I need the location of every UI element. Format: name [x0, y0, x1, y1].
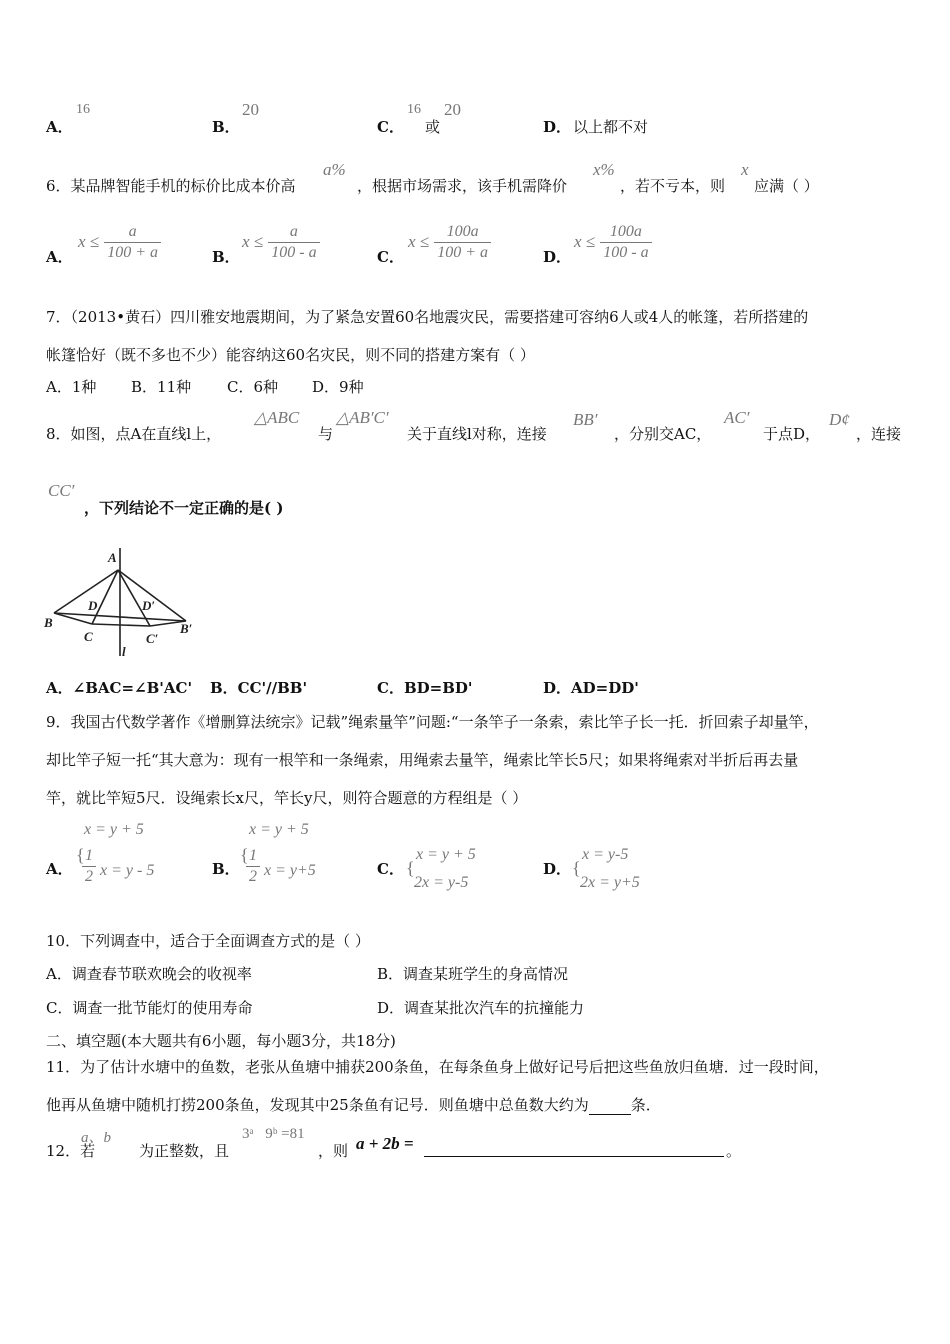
q9-stem-line2: 却比竿子短一托“其大意为：现有一根竿和一条绳索，用绳索去量竿，绳索比竿长5尺；如果将绳索对半折后再去量: [46, 751, 799, 769]
q10-option-c: C．调查一批节能灯的使用寿命: [46, 999, 253, 1017]
q5-option-a-value: 16: [76, 102, 90, 117]
q5-option-a-label: A．: [46, 118, 73, 136]
q9-stem-line3: 竿，就比竿短5尺．设绳索长x尺，竿长y尺，则符合题意的方程组是（ ）: [46, 789, 528, 807]
q9-option-b-label: B．: [212, 860, 240, 878]
q7-option-a: A．1种: [46, 378, 97, 396]
q7-stem-line2: 帐篷恰好（既不多也不少）能容纳这60名灾民，则不同的搭建方案有（ ）: [46, 346, 535, 364]
section-heading-fill-blank: 二、填空题(本大题共有6小题，每小题3分，共18分): [46, 1032, 396, 1050]
q9-option-d-label: D．: [543, 860, 572, 878]
q11-stem-line1: 11．为了估计水塘中的鱼数，老张从鱼塘中捕获200条鱼，在每条鱼身上做好记号后把这些鱼放归鱼塘．过一段时间，: [46, 1058, 829, 1076]
q8-option-c: C．BD=BD': [377, 679, 473, 697]
segment-cc-prime: [92, 624, 150, 626]
q9-option-b-half: $\frac{1}{2}$: [246, 846, 260, 887]
q11-answer-blank[interactable]: [589, 1114, 631, 1115]
q5-option-b-value: 20: [242, 100, 259, 119]
q8-stem-p6: ，连接: [856, 425, 902, 443]
q7-option-d: D．9种: [312, 378, 364, 396]
q12-math-a-b: a、b: [81, 1130, 112, 1146]
q9-option-c-eq2: 2x = y-5: [414, 874, 469, 891]
q9-option-d-eq2: 2x = y+5: [580, 874, 640, 891]
figure-label-l: l: [122, 644, 126, 659]
figure-label-d-prime: D′: [142, 598, 156, 613]
q8-math-ac-prime: AC′: [724, 408, 750, 427]
q8-stem-p3: 关于直线l对称，连接: [407, 425, 547, 443]
q8-math-bb-prime: BB′: [573, 410, 598, 429]
q7-stem-line1: 7．（2013•黄石）四川雅安地震期间，为了紧急安置60名地震灾民，需要搭建可容纳6人或4人的帐篷，若所搭建的: [46, 308, 809, 326]
q12-stem-end: 。: [726, 1142, 742, 1160]
q5-option-c-value-b: 20: [444, 100, 461, 119]
q9-option-c-brace: {: [406, 858, 415, 878]
q12-stem-p3: ，则: [318, 1142, 349, 1160]
q6-option-d-label: D．: [543, 248, 572, 266]
q8-option-d: D．AD=DD': [543, 679, 639, 697]
q12-answer-blank[interactable]: [424, 1140, 724, 1157]
q9-option-c-label: C．: [377, 860, 404, 878]
q6-stem-suffix2: 应满（ ）: [754, 177, 819, 195]
q9-option-c-eq1: x = y + 5: [416, 846, 476, 863]
q8-math-cc-prime: CC′: [48, 481, 75, 500]
q9-option-d-brace: {: [572, 858, 581, 878]
q11-stem-line2: 他再从鱼塘中随机打捞200条鱼，发现其中25条鱼有记号．则鱼塘中总鱼数大约为 条．: [46, 1096, 661, 1114]
q10-option-d: D．调查某批次汽车的抗撞能力: [377, 999, 585, 1017]
q9-option-b-eq1: x = y + 5: [249, 821, 309, 838]
q9-option-a-eq2: x = y - 5: [100, 862, 155, 879]
q12-stem-p2: 为正整数，且: [139, 1142, 230, 1160]
q8-stem-p4: ，分别交AC，: [614, 425, 712, 443]
q6-math-x: x: [741, 160, 749, 179]
q9-option-b-brace: {: [240, 845, 249, 865]
q9-option-a-half: $\frac{1}{2}$: [82, 846, 96, 887]
q5-option-b-label: B．: [212, 118, 240, 136]
q12-math-expression: a + 2b =: [356, 1134, 414, 1153]
q6-option-b-lhs: x ≤: [242, 232, 264, 251]
q6-option-c-lhs: x ≤: [408, 232, 430, 251]
q10-option-b: B．调查某班学生的身高情况: [377, 965, 569, 983]
figure-label-d: D: [88, 598, 98, 613]
q6-option-a-label: A．: [46, 248, 73, 266]
q6-option-b-fraction: $\frac{a}{100 - a}$: [268, 222, 319, 263]
figure-label-c: C: [84, 629, 93, 644]
q8-stem-p1: 8．如图，点A在直线l上，: [46, 425, 222, 443]
q12-stem-p1: 12．若: [46, 1142, 96, 1160]
q12-math-condition: 3ᵃ⃞9ᵇ =81: [242, 1126, 305, 1142]
q6-stem-middle: ，根据市场需求，该手机需降价: [357, 177, 568, 195]
q9-option-b-eq2: x = y+5: [264, 862, 316, 879]
q8-option-b: B．CC'//BB': [210, 679, 308, 697]
q6-math-a-percent: a%: [323, 160, 346, 179]
q8-math-d-prime: D¢: [829, 410, 850, 429]
q8-option-a: A．∠BAC=∠B'AC': [46, 679, 193, 697]
figure-label-b: B: [44, 615, 53, 630]
q5-option-c-value-a: 16: [407, 102, 421, 117]
q8-stem-p5: 于点D，: [763, 425, 821, 443]
figure-label-c-prime: C′: [146, 631, 159, 646]
q6-option-d-fraction: $\frac{100a}{100 - a}$: [600, 222, 651, 263]
q7-option-b: B．11种: [131, 378, 192, 396]
q6-option-c-fraction: $\frac{100a}{100 + a}$: [434, 222, 491, 263]
q6-stem-suffix1: ，若不亏本，则: [620, 177, 726, 195]
q9-option-a-eq1: x = y + 5: [84, 821, 144, 838]
q6-math-x-percent: x%: [593, 160, 615, 179]
q7-option-c: C．6种: [227, 378, 279, 396]
q6-option-d-lhs: x ≤: [574, 232, 596, 251]
q8-stem-p7: ，下列结论不一定正确的是( ): [84, 499, 284, 517]
segment-ab-prime: [118, 570, 186, 621]
q5-option-c-label: C．: [377, 118, 404, 136]
q10-option-a: A．调查春节联欢晚会的收视率: [46, 965, 252, 983]
q8-math-triangle-abc-prime: △AB′C′: [336, 408, 389, 427]
q8-stem-p2: 与: [318, 425, 334, 443]
figure-label-b-prime: B′: [180, 621, 193, 636]
q6-stem-prefix: 6．某品牌智能手机的标价比成本价高: [46, 177, 296, 195]
q6-option-a-lhs: x ≤: [78, 232, 100, 251]
q5-option-d-label: D．: [543, 118, 572, 136]
q9-stem-line1: 9．我国古代数学著作《增删算法统宗》记载”绳索量竿”问题:“一条竿子一条索，索比竿子长一托．折回索子却量竿，: [46, 713, 819, 731]
q10-stem: 10．下列调查中，适合于全面调查方式的是（ ）: [46, 932, 370, 950]
q5-option-d-text: 以上都不对: [573, 118, 649, 136]
figure-label-a: A: [108, 550, 117, 565]
q6-option-b-label: B．: [212, 248, 240, 266]
q6-option-a-fraction: $\frac{a}{100 + a}$: [104, 222, 161, 263]
q6-option-c-label: C．: [377, 248, 404, 266]
q8-figure: [40, 548, 210, 660]
q8-math-triangle-abc: △ABC: [254, 408, 300, 427]
q9-option-a-brace: {: [76, 845, 85, 865]
q9-option-a-label: A．: [46, 860, 73, 878]
q5-option-c-connector: 或: [425, 118, 441, 136]
q9-option-d-eq1: x = y-5: [582, 846, 629, 863]
